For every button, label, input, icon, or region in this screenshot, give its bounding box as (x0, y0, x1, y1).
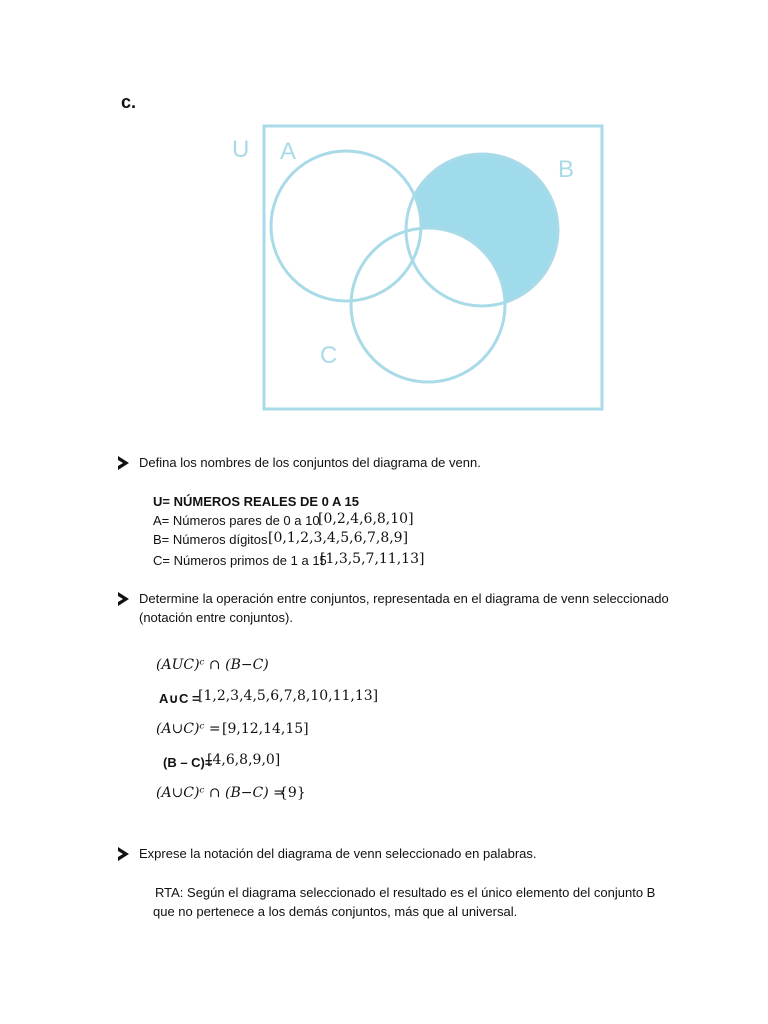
q2-line1-label: A∪C = (159, 691, 200, 706)
q2-line1-value: [1,2,3,4,5,6,7,8,10,11,13] (198, 688, 379, 704)
q2-prompt-line2: (notación entre conjuntos). (139, 610, 293, 625)
q3-answer-line1: RTA: Según el diagrama seleccionado el resultado es el único elemento del conjunto B (155, 885, 656, 900)
bullet-arrow-icon (118, 592, 129, 606)
q2-expression: (AUC)ᶜ ∩ (B−C) (156, 657, 269, 673)
q1-b-definition: B= Números dígitos (153, 532, 268, 547)
section-letter: c. (121, 92, 137, 112)
q1-prompt: Defina los nombres de los conjuntos del diagrama de venn. (139, 455, 481, 470)
q2-line2-value: [9,12,14,15] (222, 721, 309, 737)
q1-b-set: [0,1,2,3,4,5,6,7,8,9] (268, 530, 409, 546)
q3-answer-line2: que no pertenece a los demás conjuntos, más que al universal. (153, 904, 518, 919)
venn-diagram (220, 120, 620, 420)
q1-c-set: [1,3,5,7,11,13] (320, 551, 425, 567)
bullet-arrow-icon (118, 847, 129, 861)
q1-a-definition: A= Números pares de 0 a 10 (153, 513, 320, 528)
q3-prompt: Exprese la notación del diagrama de venn seleccionado en palabras. (139, 846, 537, 861)
label-a: A (280, 138, 297, 165)
q2-prompt-line1: Determine la operación entre conjuntos, representada en el diagrama de venn seleccionado (139, 591, 669, 606)
q1-a-set: [0,2,4,6,8,10] (318, 511, 414, 527)
q1-c-definition: C= Números primos de 1 a 15 (153, 553, 327, 568)
q2-line4-label: (A∪C)ᶜ ∩ (B−C) = (156, 785, 285, 801)
q2-line3-value: [4,6,8,9,0] (207, 752, 281, 768)
bullet-arrow-icon (118, 456, 129, 470)
label-c: C (320, 342, 338, 369)
q2-line4-value: {9} (279, 785, 306, 801)
q2-line3-label: (B – C)= (163, 755, 213, 770)
circle-a (271, 151, 421, 301)
label-b: B (558, 156, 575, 183)
q2-line2-label: (A∪C)ᶜ = (156, 721, 221, 737)
label-u: U (232, 136, 250, 163)
q1-u-definition: U= NÚMEROS REALES DE 0 A 15 (153, 494, 360, 509)
